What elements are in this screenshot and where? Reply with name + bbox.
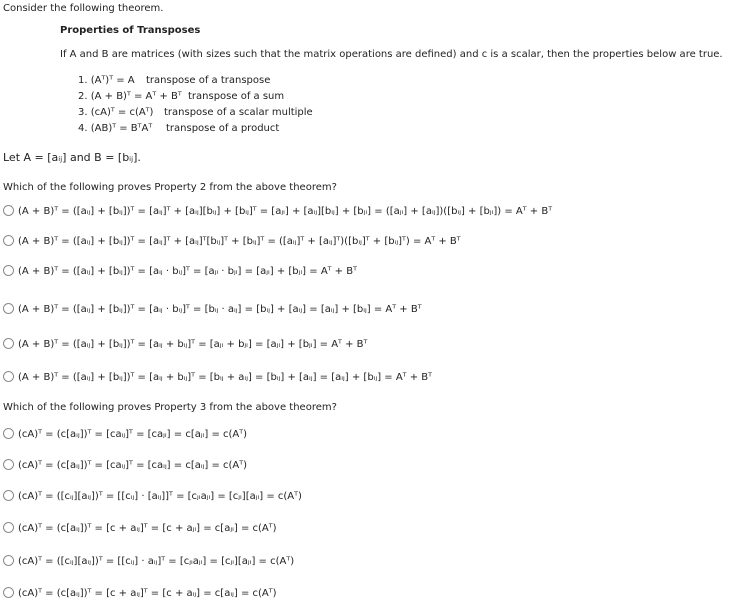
radio-button[interactable] bbox=[3, 371, 14, 382]
option-formula: (cA)ᵀ = (c[aᵢⱼ])ᵀ = [caᵢⱼ]ᵀ = [caᵢⱼ] = c[aᵢⱼ] = c(Aᵀ) bbox=[18, 460, 248, 471]
radio-button[interactable] bbox=[3, 587, 14, 598]
property-name: transpose of a transpose bbox=[146, 75, 271, 86]
option-formula: (cA)ᵀ = (c[aᵢⱼ])ᵀ = [c + aᵢⱼ]ᵀ = [c + aⱼᵢ] = c[aⱼᵢ] = c(Aᵀ) bbox=[18, 523, 277, 534]
theorem-title: Properties of Transposes bbox=[60, 25, 201, 36]
q1-option-5[interactable] bbox=[3, 339, 367, 351]
radio-button[interactable] bbox=[3, 205, 14, 216]
question2-prompt: Which of the following proves Property 3 from the above theorem? bbox=[3, 402, 337, 413]
q1-option-1[interactable] bbox=[3, 206, 552, 218]
option-formula: (A + B)ᵀ = ([aᵢⱼ] + [bᵢⱼ])ᵀ = [aᵢⱼ + bᵢⱼ]ᵀ = [aⱼᵢ + bⱼᵢ] = [aⱼᵢ] + [bⱼᵢ] = Aᵀ + Bᵀ bbox=[18, 339, 368, 350]
q2-option-5[interactable] bbox=[3, 556, 294, 568]
property-name: transpose of a scalar multiple bbox=[164, 107, 313, 118]
radio-button[interactable] bbox=[3, 303, 14, 314]
radio-button[interactable] bbox=[3, 338, 14, 349]
option-formula: (cA)ᵀ = (c[aᵢⱼ])ᵀ = [caᵢⱼ]ᵀ = [caⱼᵢ] = c[aⱼᵢ] = c(Aᵀ) bbox=[18, 429, 248, 440]
let-statement: Let A = [aᵢⱼ] and B = [bᵢⱼ]. bbox=[3, 151, 141, 164]
property-formula: 3. (cA)ᵀ = c(Aᵀ) bbox=[78, 107, 154, 118]
option-formula: (A + B)ᵀ = ([aᵢⱼ] + [bᵢⱼ])ᵀ = [aᵢⱼ · bᵢⱼ]ᵀ = [bᵢⱼ · aᵢⱼ] = [bᵢⱼ] + [aᵢⱼ] = [aᵢⱼ] + [bᵢⱼ] = Aᵀ + Bᵀ bbox=[18, 304, 422, 315]
option-formula: (A + B)ᵀ = ([aᵢⱼ] + [bᵢⱼ])ᵀ = [aᵢⱼ + bᵢⱼ]ᵀ = [bᵢⱼ + aᵢⱼ] = [bᵢⱼ] + [aᵢⱼ] = [aᵢⱼ] + [bᵢⱼ] = Aᵀ + Bᵀ bbox=[18, 372, 432, 383]
q1-option-3[interactable] bbox=[3, 266, 357, 278]
q1-option-4[interactable] bbox=[3, 304, 422, 316]
radio-button[interactable] bbox=[3, 459, 14, 470]
property-formula: 4. (AB)ᵀ = BᵀAᵀ bbox=[78, 123, 153, 134]
q2-option-3[interactable] bbox=[3, 491, 302, 503]
radio-button[interactable] bbox=[3, 555, 14, 566]
q2-option-6[interactable] bbox=[3, 588, 277, 600]
option-formula: (cA)ᵀ = ([cᵢⱼ][aᵢⱼ])ᵀ = [[cᵢⱼ] · aᵢⱼ]ᵀ = [cⱼᵢaⱼᵢ] = [cⱼᵢ][aⱼᵢ] = c(Aᵀ) bbox=[18, 556, 295, 567]
property-name: transpose of a product bbox=[166, 123, 280, 134]
property-3 bbox=[78, 107, 313, 118]
question1-prompt: Which of the following proves Property 2 from the above theorem? bbox=[3, 182, 337, 193]
property-1 bbox=[78, 75, 271, 86]
radio-button[interactable] bbox=[3, 490, 14, 501]
option-formula: (cA)ᵀ = (c[aᵢⱼ])ᵀ = [c + aᵢⱼ]ᵀ = [c + aᵢⱼ] = c[aᵢⱼ] = c(Aᵀ) bbox=[18, 588, 277, 599]
intro-text: Consider the following theorem. bbox=[3, 3, 164, 14]
q2-option-2[interactable] bbox=[3, 460, 247, 472]
q1-option-2[interactable] bbox=[3, 236, 461, 248]
option-formula: (A + B)ᵀ = ([aᵢⱼ] + [bᵢⱼ])ᵀ = [aᵢⱼ]ᵀ + [aᵢⱼ]ᵀ[bᵢⱼ]ᵀ + [bᵢⱼ]ᵀ = ([aᵢⱼ]ᵀ + [aᵢⱼ]ᵀ)([bᵢⱼ]ᵀ + [bᵢⱼ]ᵀ) = Aᵀ + Bᵀ bbox=[18, 236, 461, 247]
option-formula: (cA)ᵀ = ([cᵢⱼ][aᵢⱼ])ᵀ = [[cᵢⱼ] · [aᵢⱼ]]ᵀ = [cⱼᵢaⱼᵢ] = [cⱼᵢ][aⱼᵢ] = c(Aᵀ) bbox=[18, 491, 302, 502]
option-formula: (A + B)ᵀ = ([aᵢⱼ] + [bᵢⱼ])ᵀ = [aᵢⱼ]ᵀ + [aᵢⱼ][bᵢⱼ] + [bᵢⱼ]ᵀ = [aⱼᵢ] + [aᵢⱼ][bᵢⱼ] + [bⱼᵢ] = ([aⱼᵢ] + [aᵢⱼ])([bᵢⱼ] + [bⱼᵢ]) = Aᵀ + Bᵀ bbox=[18, 206, 553, 217]
q1-option-6[interactable] bbox=[3, 372, 432, 384]
property-formula: 1. (Aᵀ)ᵀ = A bbox=[78, 75, 135, 86]
option-formula: (A + B)ᵀ = ([aᵢⱼ] + [bᵢⱼ])ᵀ = [aᵢⱼ · bᵢⱼ]ᵀ = [aⱼᵢ · bⱼᵢ] = [aⱼᵢ] + [bⱼᵢ] = Aᵀ + Bᵀ bbox=[18, 266, 357, 277]
theorem-statement: If A and B are matrices (with sizes such that the matrix operations are defined) and c is a scalar, then the properties below are true. bbox=[60, 49, 723, 60]
radio-button[interactable] bbox=[3, 428, 14, 439]
radio-button[interactable] bbox=[3, 522, 14, 533]
property-formula: 2. (A + B)ᵀ = Aᵀ + Bᵀ bbox=[78, 91, 182, 102]
q2-option-1[interactable] bbox=[3, 429, 247, 441]
property-name: transpose of a sum bbox=[188, 91, 285, 102]
property-4 bbox=[78, 123, 280, 134]
radio-button[interactable] bbox=[3, 235, 14, 246]
q2-option-4[interactable] bbox=[3, 523, 277, 535]
property-2 bbox=[78, 91, 285, 102]
radio-button[interactable] bbox=[3, 265, 14, 276]
